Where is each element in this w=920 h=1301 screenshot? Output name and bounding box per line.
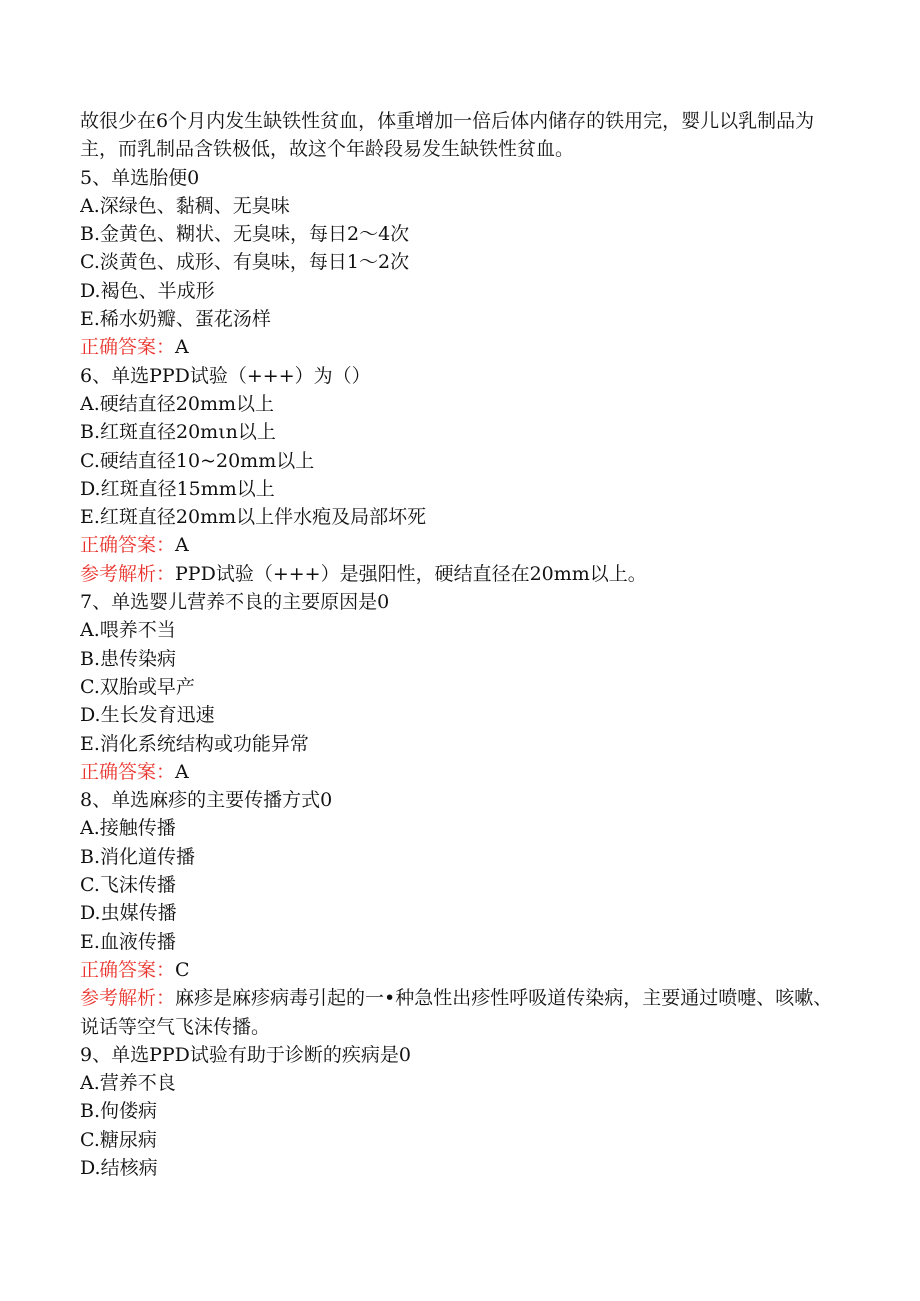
question-title: 7、单选婴儿营养不良的主要原因是0 <box>80 591 390 614</box>
intro-paragraph: 故很少在6个月内发生缺铁性贫血，体重增加一倍后体内储存的铁用完，婴儿以乳制品为主，而乳制品含铁极低，故这个年龄段易发生缺铁性贫血。 <box>80 110 815 161</box>
option-b: B.患传染病 <box>80 647 177 670</box>
analysis-text: PPD试验（+++）是强阳性，硬结直径在20mm以上。 <box>175 562 647 585</box>
option-b: B.红斑直径20mιn以上 <box>80 421 276 444</box>
question-8 <box>80 786 840 1041</box>
analysis-label: 参考解析： <box>80 562 176 585</box>
option-d: D.红斑直径15mm以上 <box>80 477 275 500</box>
answer-value: A <box>175 534 189 557</box>
answer-line <box>80 956 840 984</box>
analysis-text: 麻疹是麻疹病毒引起的一•种急性出疹性呼吸道传染病，主要通过喷嚏、咳嗽、说话等空气飞沫传播。 <box>80 987 833 1038</box>
answer-label: 正确答案： <box>80 534 176 557</box>
question-title: 5、单选胎便0 <box>80 166 200 189</box>
answer-label: 正确答案： <box>80 958 176 981</box>
option-a: A.营养不良 <box>80 1072 176 1095</box>
option-a: A.接触传播 <box>80 817 176 840</box>
option-d: D.褐色、半成形 <box>80 279 215 302</box>
option-b: B.金黄色、糊状、无臭味，每日2～4次 <box>80 223 410 246</box>
option-c: C.糖尿病 <box>80 1128 157 1151</box>
option-c: C.硬结直径10~20mm以上 <box>80 449 315 472</box>
option-b: B.佝偻病 <box>80 1100 158 1123</box>
option-d: D.结核病 <box>80 1156 158 1179</box>
option-a: A.硬结直径20mm以上 <box>80 392 274 415</box>
option-d: D.虫媒传播 <box>80 902 177 925</box>
analysis-label: 参考解析： <box>80 987 176 1010</box>
question-7 <box>80 588 840 786</box>
answer-label: 正确答案： <box>80 760 176 783</box>
option-a: A.喂养不当 <box>80 619 176 642</box>
answer-label: 正确答案： <box>80 336 176 359</box>
option-b: B.消化道传播 <box>80 845 196 868</box>
option-e: E.消化系统结构或功能异常 <box>80 732 309 755</box>
question-6 <box>80 362 840 588</box>
analysis-line <box>80 984 840 1041</box>
option-c: C.淡黄色、成形、有臭味，每日1～2次 <box>80 251 410 274</box>
answer-value: C <box>175 958 190 981</box>
option-e: E.红斑直径20mm以上伴水疱及局部坏死 <box>80 506 427 529</box>
option-d: D.生长发育迅速 <box>80 704 215 727</box>
answer-line <box>80 531 840 559</box>
option-a: A.深绿色、黏稠、无臭味 <box>80 194 290 217</box>
answer-line <box>80 758 840 786</box>
option-c: C.飞沫传播 <box>80 874 176 897</box>
question-5 <box>80 164 840 362</box>
document-content <box>80 107 840 1182</box>
answer-value: A <box>175 760 189 783</box>
analysis-line <box>80 560 840 588</box>
answer-value: A <box>175 336 189 359</box>
option-e: E.血液传播 <box>80 930 176 953</box>
answer-line <box>80 333 840 361</box>
question-9 <box>80 1041 840 1182</box>
option-c: C.双胎或早产 <box>80 675 195 698</box>
option-e: E.稀水奶瓣、蛋花汤样 <box>80 308 271 331</box>
question-title: 9、单选PPD试验有助于诊断的疾病是0 <box>80 1043 411 1066</box>
question-title: 8、单选麻疹的主要传播方式0 <box>80 789 333 812</box>
question-title: 6、单选PPD试验（+++）为（） <box>80 364 371 387</box>
